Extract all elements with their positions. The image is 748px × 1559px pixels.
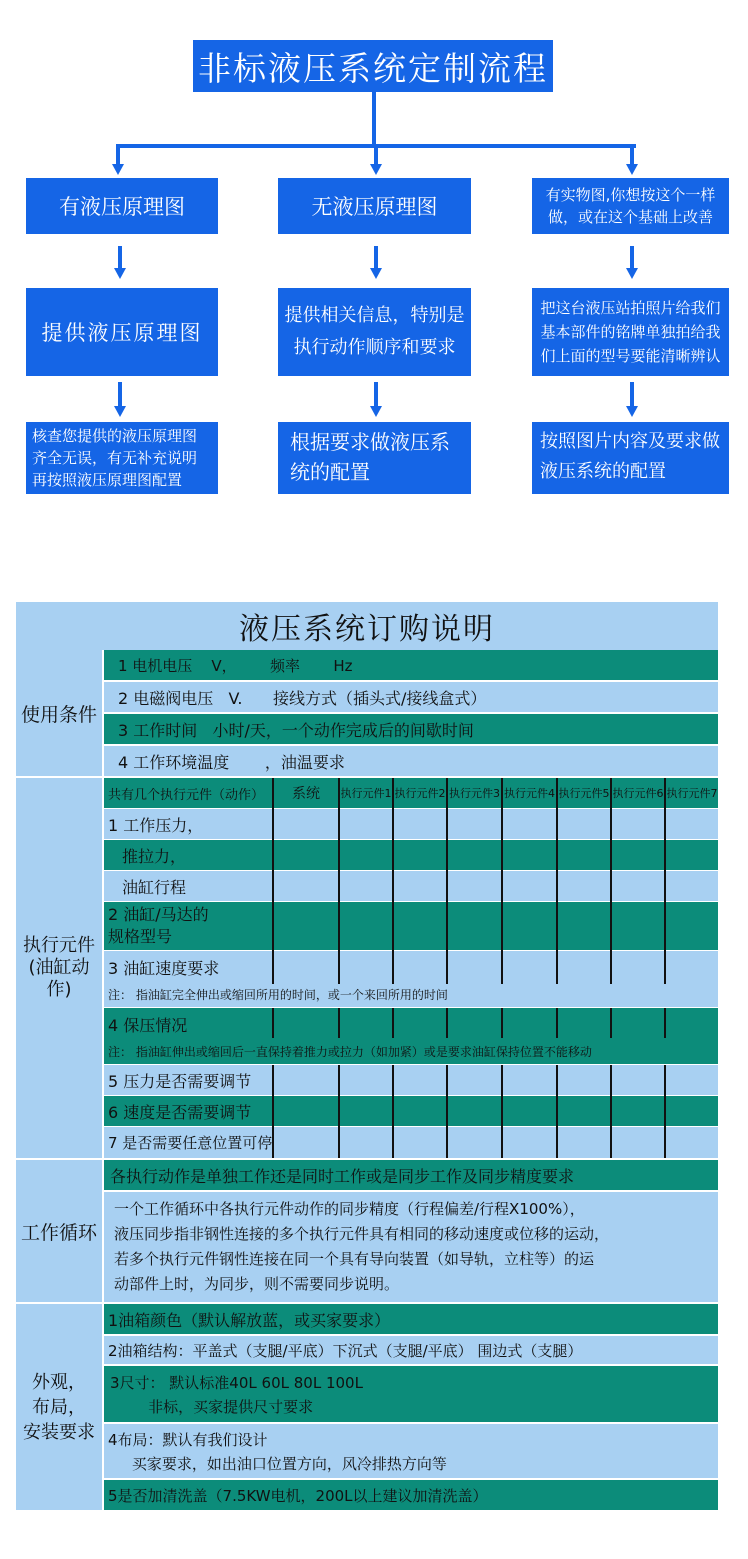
flow-title: 非标液压系统定制流程 xyxy=(193,40,553,92)
grid-line xyxy=(501,778,503,984)
usage-row-4-text: 4 工作环境温度 ，油温要求 xyxy=(118,752,345,772)
col-header-actuator-4: 执行元件4 xyxy=(504,787,555,800)
flow-box-2-2: 提供相关信息，特别是 执行动作顺序和要求 xyxy=(278,288,471,376)
grid-line xyxy=(501,1065,503,1158)
col-header-actuator-1: 执行元件1 xyxy=(340,787,392,800)
col-header-actuator-5: 执行元件5 xyxy=(558,787,610,800)
grid-line xyxy=(392,1008,394,1038)
grid-line xyxy=(610,778,612,984)
row-cylinder-stroke: 油缸行程 xyxy=(122,877,187,897)
row-pressure-adjust: 5 压力是否需要调节 xyxy=(108,1071,252,1091)
row-speed-adjust: 6 速度是否需要调节 xyxy=(108,1102,252,1122)
grid-line xyxy=(556,1065,558,1158)
grid-line xyxy=(664,1065,666,1158)
appearance-row-3: 3尺寸： 默认标准40L 60L 80L 100L 非标，买家提供尺寸要求 xyxy=(104,1366,718,1422)
connector xyxy=(116,144,120,166)
grid-line xyxy=(272,778,274,984)
row-working-pressure: 1 工作压力， xyxy=(108,815,204,835)
row-push-pull-force: 推拉力， xyxy=(122,846,187,866)
grid-line xyxy=(272,1065,274,1158)
usage-row-2 xyxy=(104,682,718,712)
actuator-count-header: 共有几个执行元件（动作） xyxy=(108,787,265,803)
cycle-row-2: 一个工作循环中各执行元件动作的同步精度（行程偏差/行程X100%）， 液压同步指非钢性连接的多个执行元件具有相同的移动速度或位移的运动， 若多个执行元件钢性连接在同一个具有导向装置（如导轨，立柱等）的运 动部件上时，为同步，则不需要同步说明。 xyxy=(104,1192,718,1302)
arrow-icon xyxy=(626,406,638,417)
arrow-icon xyxy=(114,268,126,279)
grid-line xyxy=(392,778,394,984)
grid-line xyxy=(392,1065,394,1158)
grid-line xyxy=(338,1065,340,1158)
arrow-icon xyxy=(626,268,638,279)
usage-row-2-text: 2 电磁阀电压 V. 接线方式（插头式/接线盒式） xyxy=(118,688,487,708)
row-stop-anywhere: 7 是否需要任意位置可停 xyxy=(108,1134,272,1152)
arrow-icon xyxy=(370,406,382,417)
grid-line xyxy=(338,1008,340,1038)
arrow-icon xyxy=(626,164,638,175)
usage-row-4 xyxy=(104,746,718,776)
grid-line xyxy=(610,1008,612,1038)
cycle-label: 工作循环 xyxy=(16,1160,102,1302)
order-title: 液压系统订购说明 xyxy=(16,602,718,650)
col-header-actuator-3: 执行元件3 xyxy=(449,787,500,800)
flow-box-1-3: 核查您提供的液压原理图 齐全无误，有无补充说明 再按照液压原理图配置 xyxy=(26,422,218,494)
connector xyxy=(630,246,634,270)
usage-label: 使用条件 xyxy=(16,650,102,776)
arrow-icon xyxy=(112,164,124,175)
grid-line xyxy=(501,1008,503,1038)
usage-row-3-text: 3 工作时间 小时/天，一个动作完成后的间歇时间 xyxy=(118,720,474,740)
row-pressure-holding: 4 保压情况 xyxy=(108,1015,188,1035)
grid-line xyxy=(446,778,448,984)
col-header-actuator-7: 执行元件7 xyxy=(666,787,718,800)
grid-line xyxy=(556,778,558,984)
usage-row-1-text: 1 电机电压 V， 频率 Hz xyxy=(118,656,353,675)
appearance-row-4: 4布局：默认有我们设计 买家要求，如出油口位置方向，风冷排热方向等 xyxy=(104,1424,718,1478)
actuator-label: 执行元件 (油缸动作) xyxy=(16,778,102,1158)
cycle-row-1: 各执行动作是单独工作还是同时工作或是同步工作及同步精度要求 xyxy=(104,1160,718,1190)
grid-line xyxy=(664,778,666,984)
appearance-row-2: 2油箱结构：平盖式（支腿/平底）下沉式（支腿/平底） 围边式（支腿） xyxy=(104,1336,718,1364)
grid-line xyxy=(446,1065,448,1158)
connector xyxy=(118,246,122,270)
row-cylinder-spec: 2 油缸/马达的 规格型号 xyxy=(108,905,209,946)
col-header-system: 系统 xyxy=(292,786,320,802)
connector xyxy=(374,144,378,166)
grid-line xyxy=(446,1008,448,1038)
appearance-label: 外观， 布局， 安装要求 xyxy=(16,1304,102,1510)
arrow-icon xyxy=(370,164,382,175)
usage-row-1 xyxy=(104,650,718,680)
flow-box-2-1: 无液压原理图 xyxy=(278,178,471,234)
connector xyxy=(374,382,378,408)
connector xyxy=(630,144,634,166)
grid-line xyxy=(610,1065,612,1158)
row-cylinder-speed-note: 注： 指油缸完全伸出或缩回所用的时间，或一个来回所用的时间 xyxy=(108,987,448,1002)
flow-box-2-3: 根据要求做液压系 统的配置 xyxy=(278,422,471,494)
connector xyxy=(372,92,376,146)
col-header-actuator-6: 执行元件6 xyxy=(612,787,664,800)
connector xyxy=(374,246,378,270)
flow-box-3-2: 把这台液压站拍照片给我们 基本部件的铭牌单独拍给我 们上面的型号要能清晰辨认 xyxy=(532,288,729,376)
flow-box-3-1: 有实物图,你想按这个一样 做，或在这个基础上改善 xyxy=(532,178,729,234)
appearance-row-5: 5是否加清洗盖（7.5KW电机，200L以上建议加清洗盖） xyxy=(104,1480,718,1510)
grid-line xyxy=(556,1008,558,1038)
flow-box-1-2: 提供液压原理图 xyxy=(26,288,218,376)
arrow-icon xyxy=(114,406,126,417)
flow-box-1-1: 有液压原理图 xyxy=(26,178,218,234)
col-header-actuator-2: 执行元件2 xyxy=(394,787,446,800)
row-pressure-holding-note: 注： 指油缸伸出或缩回后一直保持着推力或拉力（如加紧）或是要求油缸保持位置不能移动 xyxy=(108,1044,592,1059)
flow-box-3-3: 按照图片内容及要求做 液压系统的配置 xyxy=(532,422,729,494)
grid-line xyxy=(664,1008,666,1038)
connector xyxy=(630,382,634,408)
appearance-row-1: 1油箱颜色（默认解放蓝，或买家要求） xyxy=(104,1304,718,1334)
row-cylinder-speed: 3 油缸速度要求 xyxy=(108,958,220,978)
arrow-icon xyxy=(370,268,382,279)
grid-line xyxy=(338,778,340,984)
grid-line xyxy=(272,1008,274,1038)
connector xyxy=(118,382,122,408)
usage-row-3 xyxy=(104,714,718,744)
